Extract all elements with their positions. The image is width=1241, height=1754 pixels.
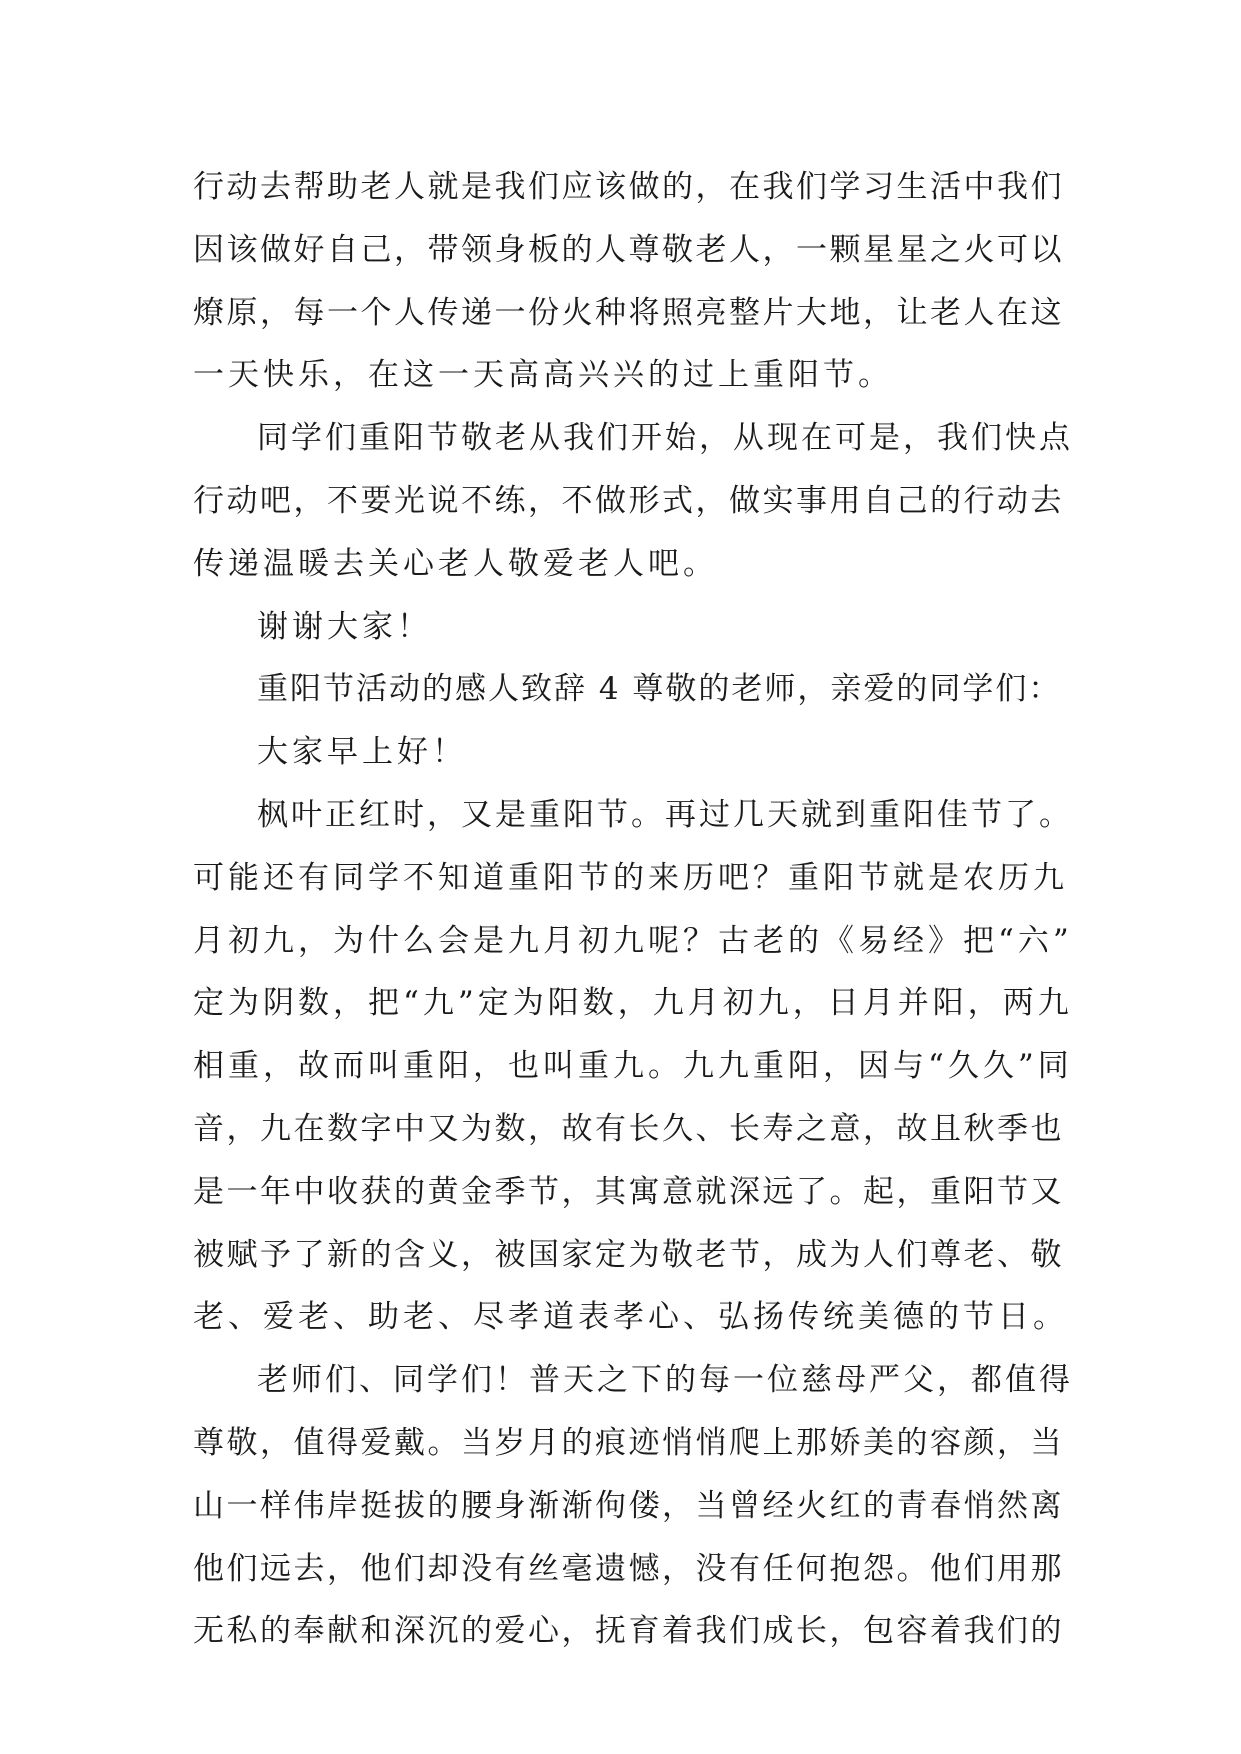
text-line: 谢谢大家！ xyxy=(257,608,432,645)
text-line: 一天快乐，在这一天高高兴兴的过上重阳节。 xyxy=(193,357,893,394)
text-line: 行动吧，不要光说不练，不做形式，做实事用自己的行动去 xyxy=(193,482,1064,519)
text-line: 老、爱老、助老、尽孝道表孝心、弘扬传统美德的节日。 xyxy=(193,1299,1068,1336)
text-line: 枫叶正红时，又是重阳节。再过几天就到重阳佳节了。 xyxy=(257,796,1073,833)
text-line: 是一年中收获的黄金季节，其寓意就深远了。起，重阳节又 xyxy=(193,1173,1064,1210)
text-line: 音，九在数字中又为数，故有长久、长寿之意，故且秋季也 xyxy=(193,1110,1064,1147)
text-line: 因该做好自己，带领身板的人尊敬老人，一颗星星之火可以 xyxy=(193,231,1064,268)
text-line: 传递温暖去关心老人敬爱老人吧。 xyxy=(193,545,718,582)
text-line: 燎原，每一个人传递一份火种将照亮整片大地，让老人在这 xyxy=(193,294,1064,331)
text-line: 他们远去，他们却没有丝毫遗憾，没有任何抱怨。他们用那 xyxy=(193,1550,1064,1587)
text-line: 同学们重阳节敬老从我们开始，从现在可是，我们快点 xyxy=(257,420,1073,457)
text-line: 山一样伟岸挺拔的腰身渐渐佝偻，当曾经火红的青春悄然离 xyxy=(193,1487,1064,1524)
text-line: 相重，故而叫重阳，也叫重九。九九重阳，因与“久久”同 xyxy=(193,1048,1073,1085)
text-line: 可能还有同学不知道重阳节的来历吧？重阳节就是农历九 xyxy=(193,859,1068,896)
body-text xyxy=(193,156,1073,1663)
text-line: 无私的奉献和深沉的爱心，抚育着我们成长，包容着我们的 xyxy=(193,1613,1064,1650)
text-line: 老师们、同学们！普天之下的每一位慈母严父，都值得 xyxy=(257,1362,1073,1399)
text-line: 行动去帮助老人就是我们应该做的，在我们学习生活中我们 xyxy=(193,169,1064,205)
text-line: 尊敬，值得爱戴。当岁月的痕迹悄悄爬上那娇美的容颜，当 xyxy=(193,1424,1064,1461)
text-line: 重阳节活动的感人致辞 4 尊敬的老师，亲爱的同学们： xyxy=(257,671,1062,708)
text-line: 大家早上好！ xyxy=(257,734,467,771)
text-line: 被赋予了新的含义，被国家定为敬老节，成为人们尊老、敬 xyxy=(193,1236,1064,1273)
text-line: 月初九，为什么会是九月初九呢？古老的《易经》把“六” xyxy=(193,922,1073,959)
text-line: 定为阴数，把“九”定为阳数，九月初九，日月并阳，两九 xyxy=(193,985,1073,1022)
